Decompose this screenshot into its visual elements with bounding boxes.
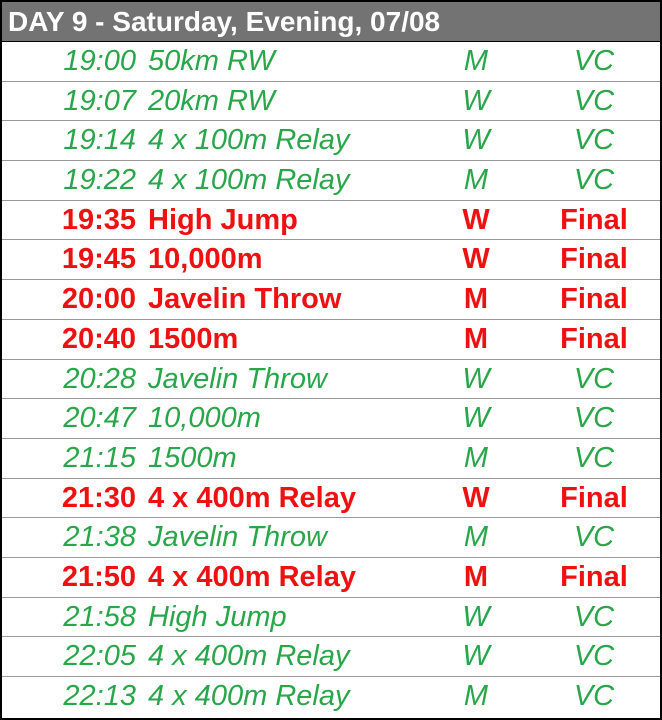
event-gender: W <box>462 84 490 117</box>
event-round: Final <box>560 203 628 236</box>
event-round: Final <box>560 283 628 316</box>
event-time: 20:00 <box>61 283 136 316</box>
schedule-row <box>2 42 660 82</box>
event-gender: M <box>463 560 489 593</box>
event-time: 19:35 <box>61 203 136 236</box>
event-gender: W <box>462 243 490 276</box>
event-time: 21:58 <box>63 600 136 633</box>
event-time: 19:14 <box>63 124 136 157</box>
event-time: 22:05 <box>63 640 136 673</box>
schedule-row <box>2 598 660 638</box>
schedule-row <box>2 558 660 598</box>
event-name: 4 x 400m Relay <box>148 640 350 673</box>
event-name: 10,000m <box>148 243 263 276</box>
event-gender: M <box>463 283 489 316</box>
event-round: VC <box>573 164 615 197</box>
event-gender: M <box>463 441 489 474</box>
event-gender: W <box>462 124 490 157</box>
event-round: Final <box>560 322 628 355</box>
event-time: 20:40 <box>61 322 136 355</box>
event-round: VC <box>573 362 615 395</box>
event-round: VC <box>573 402 615 435</box>
schedule-row <box>2 161 660 201</box>
event-name: High Jump <box>148 203 298 236</box>
event-name: 10,000m <box>148 402 261 435</box>
schedule-rows <box>2 42 660 717</box>
event-time: 21:30 <box>61 481 136 514</box>
event-gender: M <box>463 680 489 712</box>
event-name: 20km RW <box>148 84 275 117</box>
schedule-row <box>2 82 660 122</box>
event-round: VC <box>573 45 615 77</box>
event-time: 21:50 <box>61 560 136 593</box>
event-gender: M <box>463 322 489 355</box>
event-name: 4 x 100m Relay <box>148 164 350 197</box>
event-round: VC <box>573 521 615 554</box>
event-round: Final <box>560 481 628 514</box>
event-gender: M <box>463 45 489 77</box>
event-gender: W <box>462 402 490 435</box>
event-time: 19:00 <box>63 45 136 77</box>
event-time: 21:38 <box>63 521 136 554</box>
event-gender: M <box>463 521 489 554</box>
event-gender: W <box>462 203 490 236</box>
event-name: Javelin Throw <box>148 283 342 316</box>
schedule-row <box>2 320 660 360</box>
schedule-row <box>2 201 660 241</box>
event-round: Final <box>560 560 628 593</box>
event-gender: W <box>462 362 490 395</box>
event-round: VC <box>573 84 615 117</box>
schedule-row <box>2 479 660 519</box>
schedule-row <box>2 280 660 320</box>
event-gender: W <box>462 640 490 673</box>
event-gender: W <box>462 600 490 633</box>
event-name: 50km RW <box>148 45 275 77</box>
event-time: 20:28 <box>63 362 136 395</box>
event-name: 4 x 100m Relay <box>148 124 350 157</box>
event-name: 1500m <box>148 322 239 355</box>
event-name: Javelin Throw <box>148 362 327 395</box>
event-time: 19:45 <box>61 243 136 276</box>
day-header: DAY 9 - Saturday, Evening, 07/08 <box>2 2 660 42</box>
event-round: VC <box>573 600 615 633</box>
event-time: 22:13 <box>63 680 136 712</box>
event-name: 4 x 400m Relay <box>148 560 356 593</box>
event-time: 19:22 <box>63 164 136 197</box>
schedule-row <box>2 399 660 439</box>
event-name: 4 x 400m Relay <box>148 481 356 514</box>
schedule-row <box>2 677 660 717</box>
event-name: Javelin Throw <box>148 521 327 554</box>
event-round: VC <box>573 640 615 673</box>
schedule-row <box>2 518 660 558</box>
schedule-row <box>2 439 660 479</box>
event-time: 20:47 <box>63 402 136 435</box>
event-time: 21:15 <box>63 441 136 474</box>
event-gender: M <box>463 164 489 197</box>
event-round: VC <box>573 680 615 712</box>
event-round: VC <box>573 124 615 157</box>
event-time: 19:07 <box>63 84 136 117</box>
event-name: High Jump <box>148 600 287 633</box>
event-name: 4 x 400m Relay <box>148 680 350 712</box>
event-name: 1500m <box>148 441 237 474</box>
event-round: VC <box>573 441 615 474</box>
event-round: Final <box>560 243 628 276</box>
event-gender: W <box>462 481 490 514</box>
schedule-row <box>2 360 660 400</box>
schedule-row <box>2 121 660 161</box>
schedule-row <box>2 240 660 280</box>
schedule-row <box>2 637 660 677</box>
